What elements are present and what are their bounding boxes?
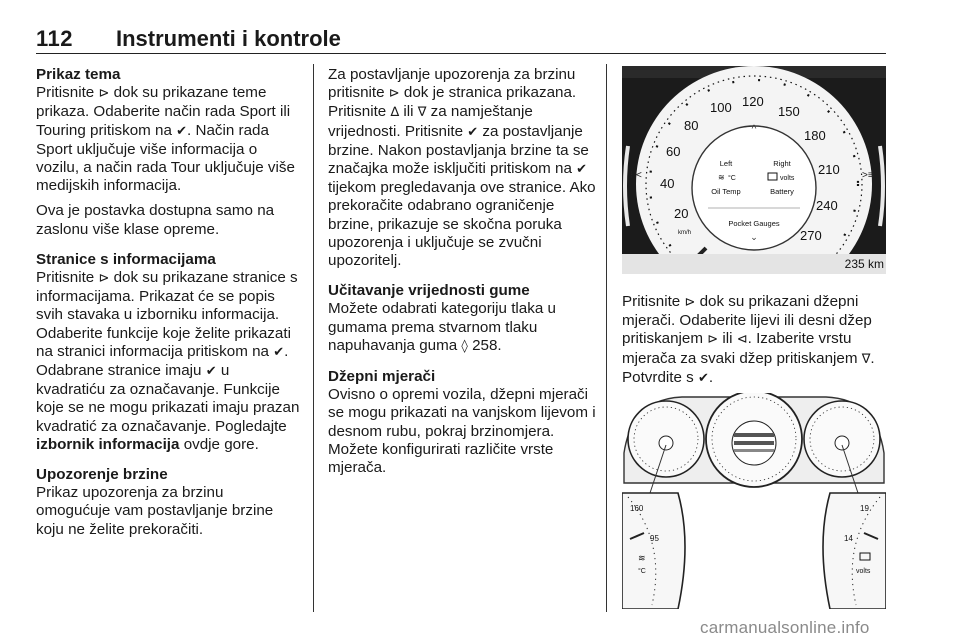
speed-paragraph: Prikaz upozorenja za brzinu omogućuje vam postavljanje brzine koju ne želite prekoračiti. [36,484,274,538]
column-divider [606,64,607,612]
chevron-up-icon: ^ [751,124,757,135]
tire-heading: Učitavanje vrijednosti gume [328,282,530,300]
left-pocket-icon: ⁝ < [630,170,642,181]
column-1 [36,66,300,546]
down-icon: ∇ [417,105,427,121]
unit-label: km/h [678,230,692,236]
speed-setting-paragraph: Za postavljanje upozorenja za brzinu pritisnite ⊳ dok je stranica prikazana. Pritisnite ∆ ili ∇ za namještanje vrijednosti. Pritisnite ✔ za postavljanje brzine. Nakon postavljanja brzine ta se značajka može isključiti pritiskom na ✔ tijekom pregledavanja ove stranice. Ako prekoračite odabrano ograničenje brzine, prikazuje se skočna poruka upozorenja i uključuje se zvučni upozoritelj. [328,66,596,270]
check-icon: ✔ [205,364,217,380]
next-icon: ⊳ [684,295,696,310]
theme-note: Ova je postavka dostupna samo na zaslonu više klase opreme. [36,202,275,238]
left-gauge-tick: 95 [650,534,659,543]
thermometer-icon: ≋ [718,173,725,182]
pocket-gauges-label: Pocket Gauges [728,219,780,228]
right-gauge-tick: 19 [860,504,869,513]
next-icon: ⊳ [707,332,719,348]
speed-heading: Upozorenje brzine [36,466,168,484]
menu-right: Right [773,159,791,168]
tick-label: 100 [710,100,732,115]
check-icon: ✔ [176,123,188,139]
tick-label: 240 [816,198,838,213]
prev-icon: ⊲ [736,332,748,348]
check-icon: ✔ [576,162,588,178]
speedometer-figure [622,66,886,274]
check-icon: ✔ [273,344,285,360]
page-header [36,26,886,54]
left-gauge-tick: 160 [630,504,644,513]
info-paragraph: Pritisnite ⊳ dok su prikazane stranice s informacijama. Prikazat će se popis svih stavaka u izborniku informacija. Odaberite funkcije koje želite prikazati na stranici informacija pritiskom na ✔. Odabrane stranice imaju ✔ u kvadratiću za označavanje. Funkcije koje se ne mogu prikazati imaju prazan kvadratić za označavanje. Pogledajte izbornik informacija ovdje gore. [36,269,300,453]
tick-label: 150 [778,104,800,119]
up-icon: ∆ [390,105,400,121]
oil-temp-label: Oil Temp [711,187,741,196]
next-icon: ⊳ [98,271,110,287]
page-number: 112 [36,26,73,51]
temp-unit: °C [728,175,736,182]
column-2 [328,66,596,484]
chapter-title: Instrumenti i kontrole [116,26,341,51]
odometer-readout: 235 km [844,257,884,271]
down-icon: ∇ [861,351,871,367]
right-gauge-unit: volts [856,568,871,575]
pocket-gauges-figure [622,393,886,609]
tick-label: 120 [742,94,764,109]
pocket-gauges-caption: Pritisnite ⊳ dok su prikazani džepni mjerači. Odaberite lijevi ili desni džep pritiskanjem ⊳ ili ⊲. Izaberite vrstu mjerača za svaki džep pritiskanjem ∇. Potvrdite s ✔. [622,293,875,386]
tick-label: 40 [660,176,675,191]
volts-unit: volts [780,175,795,182]
right-pocket-icon: >≡ [862,170,874,181]
theme-heading: Prikaz tema [36,66,121,83]
tick-label: 80 [684,118,699,133]
reference-icon: ◊ [461,338,468,354]
watermark: carmanualsonline.info [700,618,870,637]
right-gauge-tick: 14 [844,534,853,543]
tick-label: 270 [800,228,822,243]
thermometer-icon: ≋ [638,553,646,563]
tick-label: 60 [666,144,681,159]
tire-paragraph: Možete odabrati kategoriju tlaka u gumama prema stvarnom tlaku napuhavanja guma ◊ 258. [328,300,556,354]
column-divider [313,64,314,612]
tick-label: 20 [674,206,689,221]
left-gauge-unit: °C [638,568,646,575]
tick-label: 180 [804,128,826,143]
next-icon: ⊳ [98,86,110,102]
info-heading: Stranice s informacijama [36,250,216,268]
chevron-down-icon: ⌄ [750,232,758,242]
info-menu-link: izbornik informacija [36,435,180,453]
menu-left: Left [719,159,733,168]
next-icon: ⊳ [388,86,400,102]
check-icon: ✔ [467,124,479,140]
battery-label: Battery [770,187,794,196]
pocket-paragraph: Ovisno o opremi vozila, džepni mjerači se mogu prikazati na vanjskom lijevom i desnom rubu, pokraj brzinomjera. Možete konfigurirati različite vrste mjerača. [328,386,596,477]
tick-label: 210 [818,162,840,177]
check-icon: ✔ [697,370,709,386]
pocket-heading: Džepni mjerači [328,368,436,386]
theme-paragraph: Pritisnite ⊳ dok su prikazane teme prikaza. Odaberite način rada Sport ili Touring pritiskom na ✔. Način rada Sport uključuje više informacija o vozilu, a način rada Tour uključuje više medijskih informacija. [36,84,295,195]
